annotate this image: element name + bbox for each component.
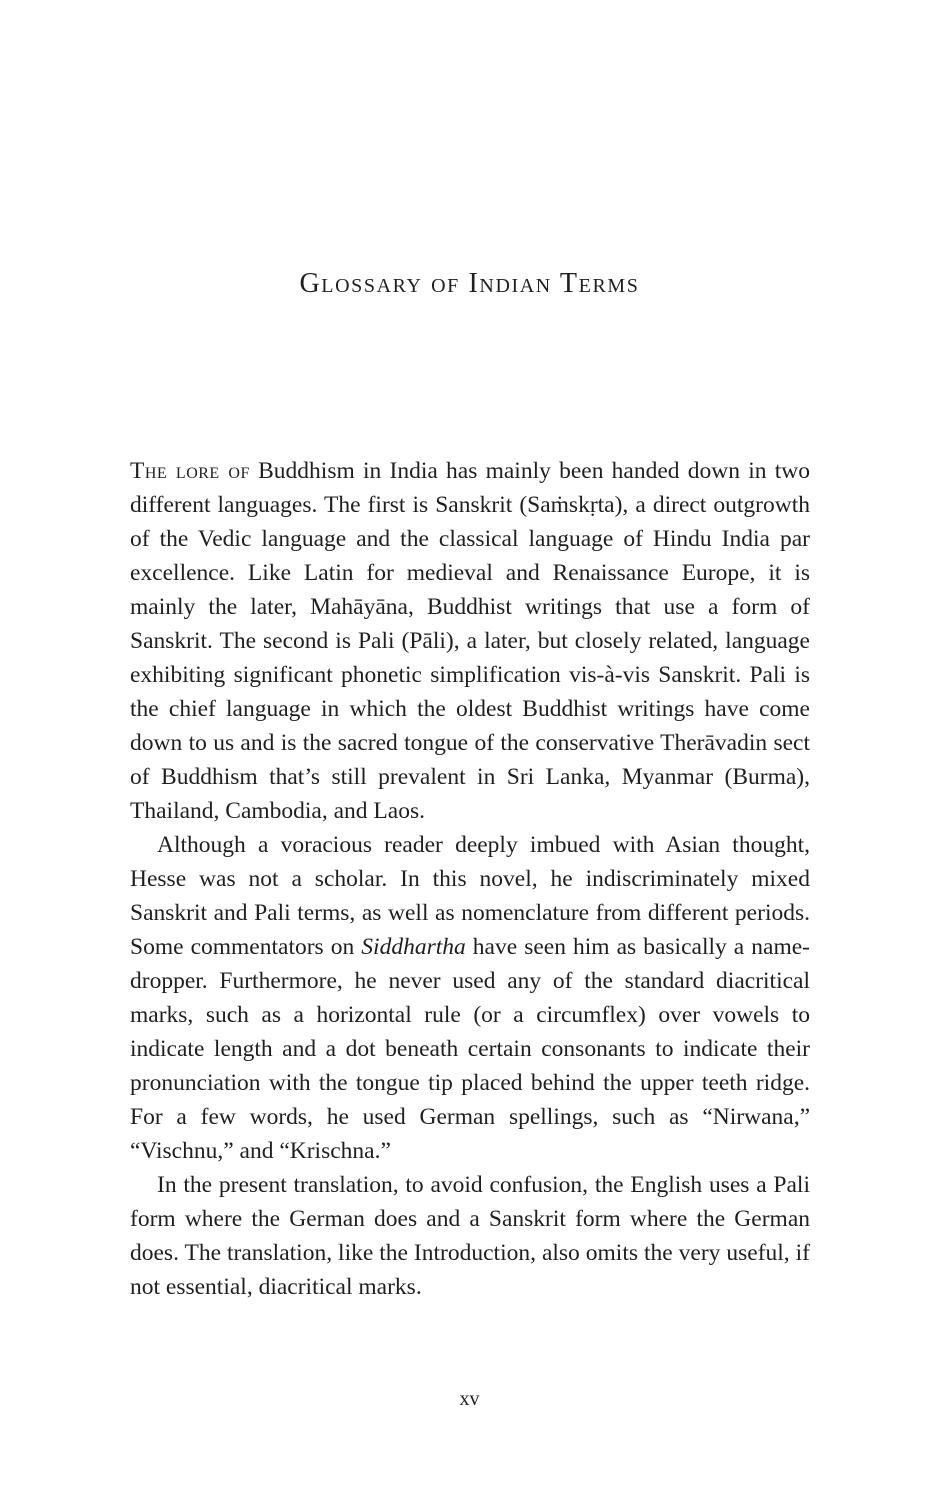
paragraph-2-text-after: have seen him as basically a name-dropper. Furthermore, he never used any of the standard diacritical marks, such as a horizontal rule (or a circumflex) over vowels to indicate length and a dot beneath certain consonants to indicate their pronunciation with the tongue tip placed behind the upper teeth ridge. For a few words, he used German spellings, such as “Nirwana,” “Vischnu,” and “Krischna.”	[130, 934, 810, 1164]
body-text	[130, 454, 810, 1304]
paragraph-3-text: In the present translation, to avoid confusion, the English uses a Pali form where the German does and a Sanskrit form where the German does. The translation, like the Introduction, also omits the very useful, if not essential, diacritical marks.	[130, 1172, 810, 1300]
paragraph-1-text: Buddhism in India has mainly been handed down in two different languages. The first is Sanskrit (Saṁskṛta), a direct outgrowth of the Vedic language and the classical language of Hindu India par excellence. Like Latin for medieval and Renaissance Europe, it is mainly the later, Mahāyāna, Buddhist writings that use a form of Sanskrit. The second is Pali (Pāli), a later, but closely related, language exhibiting significant phonetic simplification vis-à-vis Sanskrit. Pali is the chief language in which the oldest Buddhist writings have come down to us and is the sacred tongue of the conservative Therāvadin sect of Buddhism that’s still prevalent in Sri Lanka, Myanmar (Burma), Thailand, Cambodia, and Laos.	[130, 458, 810, 824]
paragraph-3	[130, 1168, 810, 1304]
page-number: xv	[459, 1388, 480, 1410]
paragraph-2-text-before: Although a voracious reader deeply imbued with Asian thought, Hesse was not a scholar. In this novel, he indiscriminately mixed Sanskrit and Pali terms, as well as nomenclature from different periods. Some commentators on	[130, 832, 810, 960]
paragraph-1	[130, 454, 810, 828]
book-title-italic: Siddhartha	[361, 934, 466, 960]
chapter-title: Glossary of Indian Terms	[299, 268, 640, 299]
paragraph-2	[130, 828, 810, 1168]
lead-in-small-caps: The lore of	[130, 458, 250, 484]
